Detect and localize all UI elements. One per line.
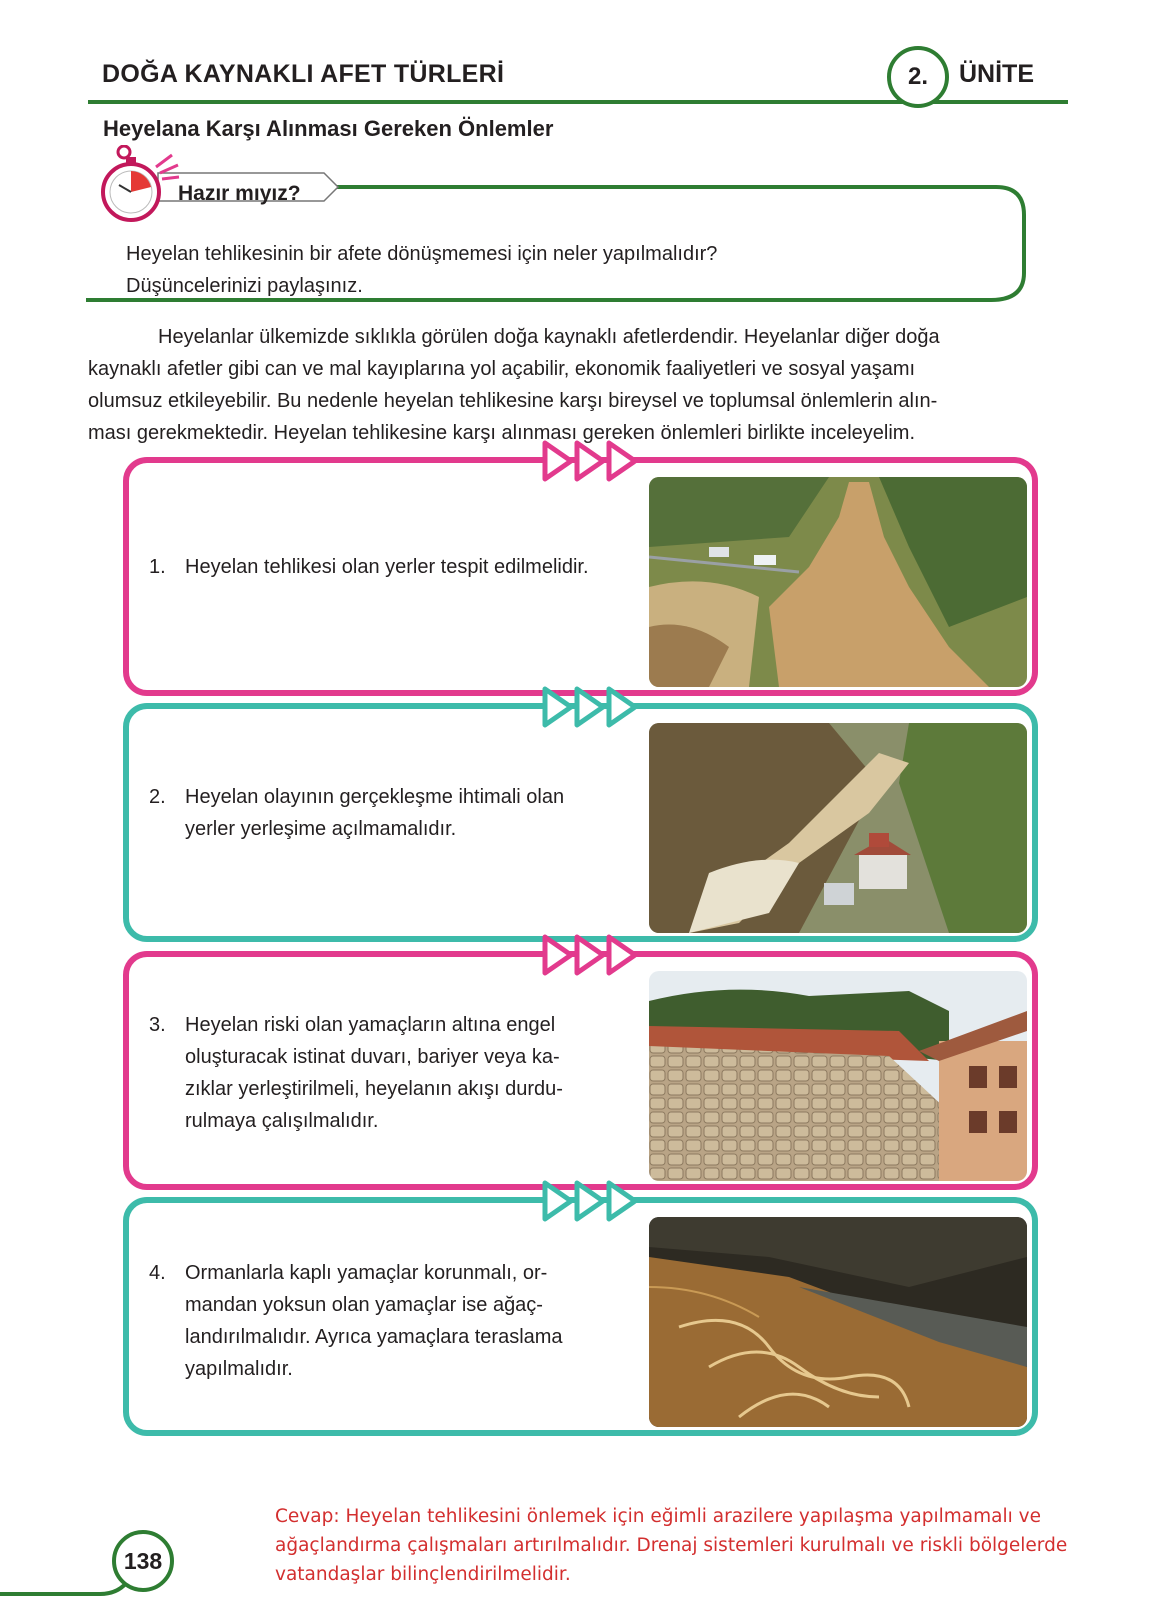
measure-line: landırılmalıdır. Ayrıca yamaçlara teraslama <box>185 1326 563 1348</box>
measure-line: yerler yerleşime açılmamalıdır. <box>185 818 457 840</box>
measure-card-1 <box>123 457 1038 696</box>
measure-line: mandan yoksun olan yamaçlar ise ağaç- <box>185 1294 543 1316</box>
measure-card-4 <box>123 1197 1038 1436</box>
measure-number: 3. <box>149 1014 166 1036</box>
intro-paragraph <box>88 321 1068 449</box>
measure-number: 2. <box>149 786 166 808</box>
ready-question <box>126 238 717 302</box>
measure-number: 1. <box>149 556 166 578</box>
paragraph-line: Heyelanlar ülkemizde sıklıkla görülen doğa kaynaklı afetlerdendir. Heyelanlar diğer doğa <box>158 326 940 348</box>
paragraph-line: ması gerekmektedir. Heyelan tehlikesine karşı alınması gereken önlemleri birlikte inceleyelim. <box>88 422 916 444</box>
answer-line: vatandaşlar bilinçlendirilmelidir. <box>275 1564 571 1585</box>
measure-card-2 <box>123 703 1038 942</box>
measure-line: Heyelan olayının gerçekleşme ihtimali olan <box>185 786 565 808</box>
paragraph-line: olumsuz etkileyebilir. Bu nedenle heyelan tehlikesine karşı bireysel ve toplumsal önlemlerin alın- <box>88 390 938 412</box>
measure-line: Ormanlarla kaplı yamaçlar korunmalı, or- <box>185 1262 548 1284</box>
ready-question-line: Düşüncelerinizi paylaşınız. <box>126 275 363 297</box>
measure-line: zıklar yerleştirilmeli, heyelanın akışı durdu- <box>185 1078 563 1100</box>
unit-label: ÜNİTE <box>959 60 1034 88</box>
answer-text <box>275 1502 1135 1589</box>
ready-tag-label: Hazır mıyız? <box>178 182 301 205</box>
section-title: Heyelana Karşı Alınması Gereken Önlemler <box>103 116 554 141</box>
measure-line: yapılmalıdır. <box>185 1358 293 1380</box>
measure-line: Heyelan riski olan yamaçların altına engel <box>185 1014 556 1036</box>
triple-arrow-icon <box>539 683 649 731</box>
measure-line: oluşturacak istinat duvarı, bariyer veya ka- <box>185 1046 560 1068</box>
page-number: 138 <box>112 1530 174 1592</box>
answer-line: ağaçlandırma çalışmaları artırılmalıdır. Drenaj sistemleri kurulmalı ve riskli bölgelerde <box>275 1535 1068 1556</box>
measure-number: 4. <box>149 1262 166 1284</box>
paragraph-line: kaynaklı afetler gibi can ve mal kayıplarına yol açabilir, ekonomik faaliyetleri ve sosyal yaşamı <box>88 358 916 380</box>
triple-arrow-icon <box>539 437 649 485</box>
unit-badge-group <box>887 46 1087 108</box>
ready-question-line: Heyelan tehlikesinin bir afete dönüşmemesi için neler yapılmalıdır? <box>126 243 718 265</box>
landslide-road-photo <box>649 477 1027 687</box>
valley-landslide-photo <box>649 723 1027 933</box>
answer-line: Cevap: Heyelan tehlikesini önlemek için eğimli arazilere yapılaşma yapılmamalı ve <box>275 1506 1041 1527</box>
terraced-slope-photo <box>649 1217 1027 1427</box>
measure-line: Heyelan tehlikesi olan yerler tespit edilmelidir. <box>185 556 589 578</box>
triple-arrow-icon <box>539 1177 649 1225</box>
retaining-wall-photo <box>649 971 1027 1181</box>
page-header-title: DOĞA KAYNAKLI AFET TÜRLERİ <box>102 60 505 88</box>
measure-line: rulmaya çalışılmalıdır. <box>185 1110 379 1132</box>
triple-arrow-icon <box>539 931 649 979</box>
unit-number-badge: 2. <box>887 46 949 108</box>
measure-card-3 <box>123 951 1038 1190</box>
